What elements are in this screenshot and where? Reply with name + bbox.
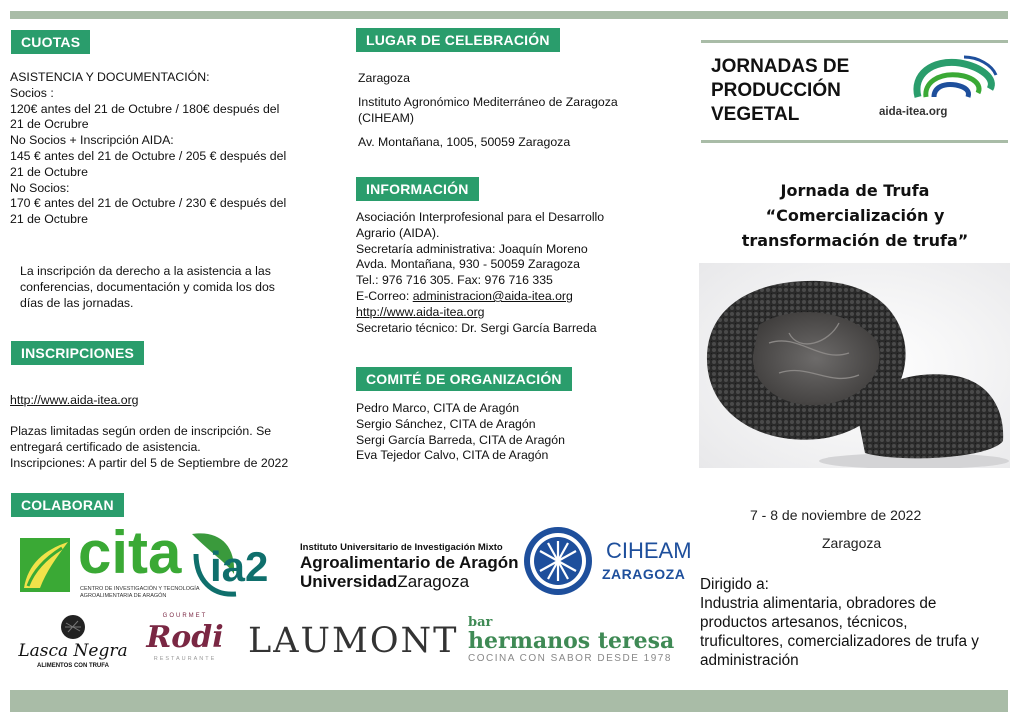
dirigido-label: Dirigido a: (700, 576, 769, 593)
dirigido-line: Industria alimentaria, obradores de (700, 595, 937, 612)
lugar-address: Av. Montañana, 1005, 50059 Zaragoza (358, 135, 571, 149)
title-box (701, 40, 1008, 143)
ciheam-logo (522, 525, 694, 597)
dirigido-line: administración (700, 652, 799, 669)
jornada-line: Jornada de Trufa (780, 181, 930, 200)
dirigido-line: truficultores, comercializadores de trufa y (700, 633, 979, 650)
comite-list (356, 401, 565, 464)
cuotas-line: 145 € antes del 21 de Octubre / 205 € después del (10, 148, 287, 163)
comite-member: Sergio Sánchez, CITA de Aragón (356, 416, 536, 431)
cuotas-header: CUOTAS (11, 30, 90, 54)
aida-logo-text: aida-itea.org (879, 106, 948, 118)
info-line: Avda. Montañana, 930 - 50059 Zaragoza (356, 257, 581, 272)
cuotas-line: 21 de Octubre (10, 164, 88, 179)
info-line: Secretario técnico: Dr. Sergi García Barreda (356, 320, 597, 335)
lasca-sub: ALIMENTOS CON TRUFA (37, 663, 109, 669)
bar-sub: COCINA CON SABOR DESDE 1978 (468, 653, 672, 664)
inscripciones-link[interactable]: http://www.aida-itea.org (10, 393, 139, 407)
cuotas-line: 21 de Ocrubre (10, 117, 89, 132)
event-dates: 7 - 8 de noviembre de 2022 (750, 507, 922, 523)
rodi-logo (140, 612, 230, 670)
top-band (10, 11, 1008, 19)
email-label: E-Correo: (356, 288, 413, 303)
cuotas-line: ASISTENCIA Y DOCUMENTACIÓN: (10, 70, 210, 84)
cuotas-note (20, 264, 275, 311)
cuotas-line: Socios : (10, 85, 54, 100)
jornada-title (700, 178, 1010, 253)
truffle-photo (699, 263, 1010, 468)
agro-line1: Instituto Universitario de Investigación Mixto (300, 542, 503, 553)
agro-zgz: Zaragoza (397, 572, 470, 591)
informacion-header: INFORMACIÓN (356, 177, 479, 201)
cuotas-line: No Socios: (10, 180, 70, 195)
info-web-link[interactable]: http://www.aida-itea.org (356, 304, 485, 319)
ciheam-wheat-icon (522, 525, 594, 597)
colaboran-header: COLABORAN (11, 493, 124, 517)
title-line: PRODUCCIÓN (711, 80, 841, 101)
cita-sub-line: CENTRO DE INVESTIGACIÓN Y TECNOLOGÍA (80, 586, 200, 592)
cuotas-text (10, 70, 286, 228)
informacion-text (356, 210, 604, 336)
note-line: conferencias, documentación y comida los dos (20, 279, 275, 294)
agro-line2: Agroalimentario de Aragón (300, 553, 519, 572)
bar-name: hermanos teresa (468, 628, 675, 654)
inscripciones-url (10, 393, 139, 409)
rodi-top: GOURMET (162, 613, 208, 619)
cita-name: cita (78, 519, 182, 586)
cita-leaf-icon (18, 534, 76, 596)
note-line: días de las jornadas. (20, 295, 134, 310)
comite-header: COMITÉ DE ORGANIZACIÓN (356, 367, 572, 391)
aida-logo-icon (904, 53, 1000, 113)
dirigido-line: productos artesanos, técnicos, (700, 614, 908, 631)
comite-member: Pedro Marco, CITA de Aragón (356, 401, 520, 415)
agro-univ: Universidad (300, 572, 398, 591)
title-line: VEGETAL (711, 104, 800, 125)
cuotas-line: No Socios + Inscripción AIDA: (10, 133, 174, 148)
cuotas-line: 21 de Octubre (10, 212, 88, 227)
dirigido-block (700, 575, 979, 670)
laumont-logo: LAUMONT (248, 621, 459, 661)
cita-logo (18, 519, 200, 608)
ia2-name: ia2 (210, 543, 269, 590)
truffle-icon (60, 614, 86, 640)
agro-line3 (300, 572, 515, 592)
agro-logo (300, 542, 519, 597)
ciheam-line2: ZARAGOZA (602, 566, 686, 582)
lugar-institute: Instituto Agronómico Mediterráneo de Zaragoza (358, 95, 618, 109)
lugar-text (358, 70, 618, 150)
comite-member: Eva Tejedor Calvo, CITA de Aragón (356, 448, 549, 463)
event-place: Zaragoza (822, 535, 882, 551)
lasca-name: Lasca Negra (18, 641, 128, 661)
ia2-logo (188, 524, 294, 602)
page-title (711, 55, 849, 127)
lugar-header: LUGAR DE CELEBRACIÓN (356, 28, 560, 52)
rodi-sub: RESTAURANTE (153, 656, 217, 662)
cuotas-line: 170 € antes del 21 de Octubre / 230 € después del (10, 196, 287, 211)
cuotas-line: 120€ antes del 21 de Octubre / 180€ después del (10, 101, 280, 116)
info-line: Secretaría administrativa: Joaquín Moreno (356, 241, 588, 256)
cita-sub (80, 586, 200, 600)
note-line: La inscripción da derecho a la asistencia a las (20, 264, 271, 278)
rodi-name: Rodi (146, 620, 224, 655)
inscripciones-header: INSCRIPCIONES (11, 341, 144, 365)
lugar-institute: (CIHEAM) (358, 111, 415, 125)
hermanos-teresa-logo (468, 616, 694, 670)
cita-sub-line: AGROALIMENTARIA DE ARAGÓN (80, 593, 167, 599)
ciheam-line1: CIHEAM (606, 538, 692, 563)
lasca-negra-logo (18, 614, 128, 680)
inscripciones-line: entregará certificado de asistencia. (10, 439, 201, 454)
lugar-city: Zaragoza (358, 71, 410, 85)
inscripciones-line: Inscripciones: A partir del 5 de Septiembre de 2022 (10, 455, 289, 470)
info-line: Tel.: 976 716 305. Fax: 976 716 335 (356, 273, 553, 288)
bar-small: bar (468, 615, 493, 630)
jornada-line: transformación de trufa” (741, 231, 969, 250)
email-link[interactable]: administracion@aida-itea.org (412, 288, 573, 303)
info-email-row (356, 289, 604, 305)
bottom-band (10, 690, 1008, 712)
comite-member: Sergi García Barreda, CITA de Aragón (356, 432, 565, 447)
inscripciones-line: Plazas limitadas según orden de inscripción. Se (10, 424, 272, 438)
jornada-line: “Comercialización y (765, 206, 945, 225)
info-line: Asociación Interprofesional para el Desarrollo (356, 210, 605, 224)
inscripciones-text (10, 424, 288, 471)
title-line: JORNADAS DE (711, 56, 850, 77)
info-line: Agrario (AIDA). (356, 225, 440, 240)
